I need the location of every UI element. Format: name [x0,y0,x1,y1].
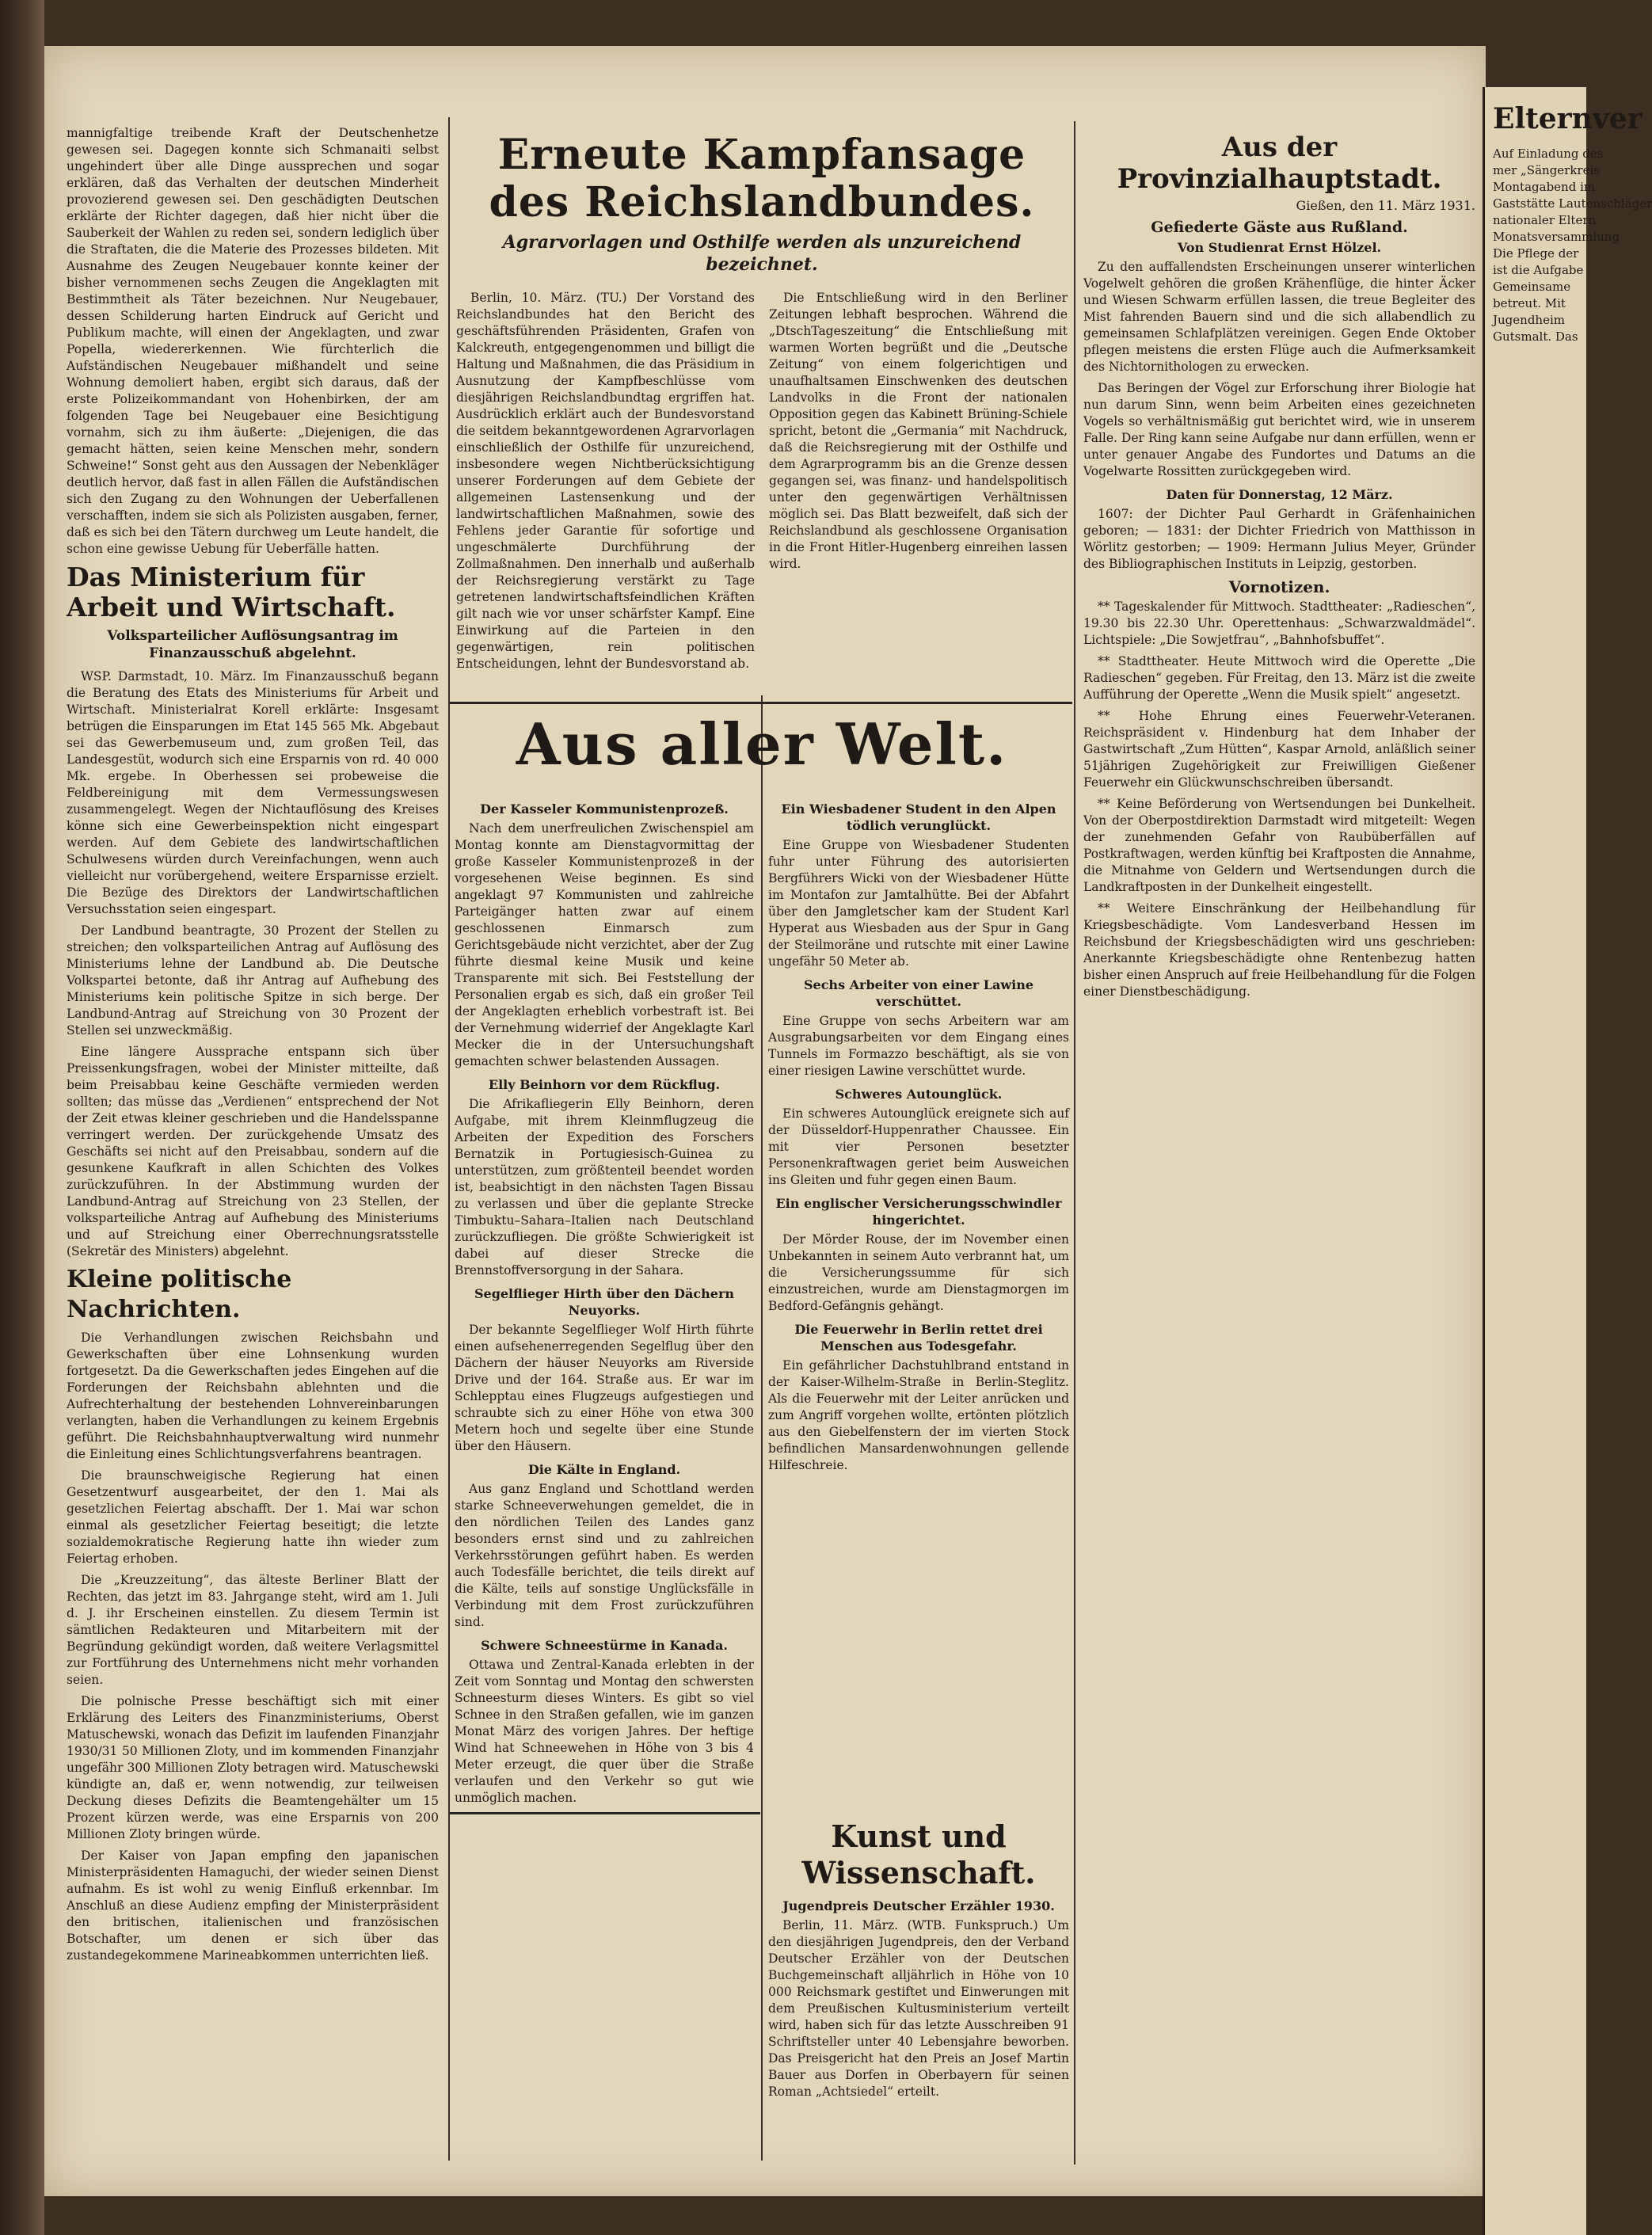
section-title: Aus aller Welt. [516,710,1008,778]
news-heading: Gefiederte Gäste aus Rußland. [1151,219,1408,236]
news-text: Zu den auffallendsten Erscheinungen unserer winterlichen Vogelwelt gehören die großen Krähenflüge, die hinter Äcker und Wiesen Schwarm erfüllen lassen, die treue Begleiter des Mist fahrenden Bauern sind und die sich allabendlich zu gemeinsamen Schlafplätzen vereinigen. Gegen Ende Oktober pflegen meistens die ersten Flüge auch die Aufmerksamkeit des Nichtornithologen zu erwecken. [1083,260,1475,374]
adjacent-text-line: betreut. Mit [1493,296,1566,310]
article-heading: Das Ministerium für Arbeit und Wirtschaft. [67,562,396,623]
news-heading: Die Feuerwehr in Berlin rettet drei Menschen aus Todesgefahr. [794,1322,1043,1354]
adjacent-text-line: mer „Sängerkreis [1493,163,1600,177]
article-text: Die „Kreuzzeitung“, das älteste Berliner Blatt der Rechten, das jetzt im 83. Jahrgange steht, wird am 1. Juli d. J. ihr Erscheinen einstellen. Zu diesem Termin ist sämtlichen Redakteuren und Mitarbeitern mit der Begründung gekündigt worden, daß weitere Verlagsmittel zur Fortführung des Unternehmens nicht mehr vorhanden seien. [67,1573,439,1687]
article-title: Erneute Kampfansage des Reichslandbundes. [489,131,1035,227]
article-text: Die Entschließung wird in den Berliner Zeitungen lebhaft besprochen. Während die „DtschTageszeitung“ die Entschließung mit warmen Worten begrüßt und die „Deutsche Zeitung“ von einem folgerichtigen und unaufhaltsamen Einschwenken des deutschen Landvolks in die Front der nationalen Opposition gegen das Kabinett Brüning-Schiele spricht, betont die „Germania“ mit Nachdruck, daß die Reichsregierung mit der Osthilfe und dem Agrarprogramm bis an die Grenze dessen gegangen sei, was finanz- und handelspolitisch unter den gegenwärtigen Verhältnissen möglich sei. Das Blatt bezweifelt, daß sich der Reichslandbund als geschlossene Organisation in die Front Hitler-Hugenberg einreihen lassen wird. [769,291,1068,571]
news-heading: Schweres Autounglück. [835,1087,1003,1102]
section-title: Kunst und Wissenschaft. [801,1818,1036,1890]
article-text: WSP. Darmstadt, 10. März. Im Finanzausschuß begann die Beratung des Etats des Ministeriums für Arbeit und Wirtschaft. Ministerialrat Korell erklärte: Insgesamt betrügen die Einsparungen im Etat 145 565 Mk. Abgebaut sei das Gewerbemuseum und, zum großen Teil, das Landesgestüt, wodurch sich eine Ersparnis von rd. 40 000 Mk. ergebe. In Oberhessen sei probeweise die Feldbereinigung mit dem Vermessungswesen zusammengelegt. Wegen der Nichtauflösung des Kreises könne sich eine Gewerbeinspektion nicht eingespart werden. Auf dem Gebiete des landwirtschaftlichen Schulwesens würden durch Vereinfachungen, wenn auch vielleicht nur vorübergehend, weitere Ersparnisse erzielt. Die Bezüge des Direktors der Landwirtschaftlichen Versuchsstation seien eingespart. [67,669,439,916]
column-rule [1074,121,1075,2165]
news-heading: Daten für Donnerstag, 12 März. [1166,487,1393,502]
news-text: Das Beringen der Vögel zur Erforschung ihrer Biologie hat nun darum Sinn, wenn beim Arbeiten eines gezeichneten Vogels so verhältnismäßig gut berichtet wird, wie in unserem Falle. Der Ring kann seine Aufgabe nur dann erfüllen, wenn er unter genauer Angabe des Fundortes und Datums an die Vogelwarte Rossitten zurückgegeben wird. [1083,381,1475,478]
adjacent-page-edge [1483,87,1652,2235]
column-rule [448,117,450,2161]
article-text: Die polnische Presse beschäftigt sich mit einer Erklärung des Leiters des Finanzministeriums, Oberst Matuschewski, wonach das Defizit im laufenden Finanzjahr 1930/31 50 Millionen Zloty, und im kommenden Finanzjahr ungefähr 300 Millionen Zloty betragen wird. Matuschewski kündigte an, daß er, wenn notwendig, zur teilweisen Deckung dieses Defizits die Beamtengehälter um 15 Prozent kürzen werde, was eine Ersparnis von 200 Millionen Zloty bringen würde. [67,1694,439,1841]
news-text: ** Stadttheater. Heute Mittwoch wird die Operette „Die Radieschen“ gegeben. Für Freitag, den 13. März ist die zweite Aufführung der Operette „Wenn die Musik spielt“ angesetzt. [1083,654,1475,702]
newspaper-page [44,46,1486,2196]
article-text: Eine längere Aussprache entspann sich über Preissenkungsfragen, wobei der Minister mitteilte, daß beim Preisabbau keine Geschäfte vermieden werden sollten; das müsse das „Verdienen“ entsprechend der Not der Zeit etwas kleiner geschrieben und die Handelsspanne verringert werden. Der zurückgehende Umsatz des Geschäfts sei nicht auf den Preisabbau, sondern auf die gesunkene Kaufkraft in allen Schichten des Volkes zurückzuführen. In der Abstimmung wurden der Landbund-Antrag auf Streichung von 23 Stellen, der volksparteiliche Antrag auf Aufhebung des Ministeriums und auf Streichung einer Oberrechnungsratsstelle (Sekretär des Ministers) abgelehnt. [67,1045,439,1258]
news-heading: Schwere Schneestürme in Kanada. [481,1638,728,1653]
adjacent-text-line: nationaler Eltern [1493,213,1597,227]
article-text: Berlin, 10. März. (TU.) Der Vorstand des Reichslandbundes hat den Bericht des geschäftsführenden Präsidenten, Grafen von Kalckreuth, entgegengenommen und billigt die Haltung und Maßnahmen, die das Präsidium in Ausnutzung der Kampfbeschlüsse vom diesjährigen Reichslandbundtag ergriffen hat. Ausdrücklich erklärt auch der Bundesvorstand die seitdem bekanntgewordenen Agrarvorlagen einschließlich der Osthilfe für unzureichend, insbesondere wegen Nichtberücksichtigung unserer Forderungen auf dem Gebiete der allgemeinen Lastensenkung und der landwirtschaftlichen Maßnahmen, sowie des Fehlens jeder Garantie für sofortige und ungeschmälerte Durchführung der Zollmaßnahmen. Den innerhalb und außerhalb der Reichsregierung verstärkt zu Tage getretenen landwirtschaftsfeindlichen Kräften gilt nach wie vor unser schärfster Kampf. Eine Einwirkung auf die Parteien in den gegenwärtigen, rein politischen Entscheidungen, lehnt der Bundesvorstand ab. [456,291,755,671]
news-text: ** Weitere Einschränkung der Heilbehandlung für Kriegsbeschädigte. Vom Landesverband Hessen im Reichsbund der Kriegsbeschädigten wird uns geschrieben: Anerkannte Kriegsbeschädigte ohne Rentenbezug hatten bisher einen Anspruch auf freie Heilbehandlung für die Folgen einer Dienstbeschädigung. [1083,901,1475,999]
news-text: ** Hohe Ehrung eines Feuerwehr-Veteranen. Reichspräsident v. Hindenburg hat dem Inhaber der Gastwirtschaft „Zum Hütten“, Kaspar Arnold, anläßlich seiner 51jährigen Zugehörigkeit zur Freiwilligen Gießener Feuerwehr ein Glückwunschschreiben übersandt. [1083,709,1475,790]
local-news-column [1083,131,1475,2163]
news-heading: Sechs Arbeiter von einer Lawine verschüttet. [803,977,1034,1009]
adjacent-text-line: Monatsversammlung [1493,230,1620,244]
adjacent-text-line: Jugendheim [1493,313,1565,327]
news-text: Ein gefährlicher Dachstuhlbrand entstand in der Kaiser-Wilhelm-Straße in Berlin-Steglitz. Als die Feuerwehr mit der Leiter anrücken und zum Angriff vorgehen wollte, ertönten plötzlich aus den Giebelfenstern der im vierten Stock befindlichen Mansardenwohnungen gellende Hilfeschreie. [768,1358,1069,1472]
article-text: Die Verhandlungen zwischen Reichsbahn und Gewerkschaften über eine Lohnsenkung wurden fortgesetzt. Da die Gewerkschaften jedes Eingehen auf die Forderungen der Reichsbahn ablehnten und die Aufrechterhaltung der bestehenden Lohnvereinbarungen verlangten, haben die Verhandlungen zu keinem Ergebnis geführt. Die Reichsbahnhauptverwaltung wird nunmehr die Einleitung eines Schlichtungsverfahrens beantragen. [67,1331,439,1461]
news-text: ** Keine Beförderung von Wertsendungen bei Dunkelheit. Von der Oberpostdirektion Darmstadt wird mitgeteilt: Wegen der zunehmenden Gefahr von Raubüberfällen auf Postkraftwagen, werden künftig bei Kraftposten die Annahme, die Mitnahme von Geldern und Wertsendungen durch die Landkraftposten in der Dunkelheit eingestellt. [1083,797,1475,894]
adjacent-text-line: Gaststätte Lautenschläger [1493,196,1652,211]
news-text: Der bekannte Segelflieger Wolf Hirth führte einen aufsehenerregenden Segelflug über den Dächern der häuser Neuyorks am Riverside Drive und der 164. Straße aus. Er war im Schlepptau eines Flugzeugs aufgestiegen und schraubte sich zu einer Höhe von etwa 300 Metern hoch und segelte über eine Stunde über den Häusern. [455,1323,754,1453]
dateline: Gießen, den 11. März 1931. [1296,198,1475,213]
adjacent-text-line: Gutsmalt. Das [1493,329,1578,344]
news-text: Eine Gruppe von sechs Arbeitern war am Ausgrabungsarbeiten vor dem Eingang eines Tunnels im Formazzo beschäftigt, als sie von einer riesigen Lawine verschüttet wurde. [768,1014,1069,1078]
news-text: Berlin, 11. März. (WTB. Funkspruch.) Um den diesjährigen Jugendpreis, den der Verband Deutscher Erzähler von der Deutschen Buchgemeinschaft alljährlich in Höhe von 10 000 Reichsmark gestiftet und Einwerungen mit dem Preußischen Kultusministerium verteilt wird, haben sich für das letzte Ausschreiben 91 Schriftsteller unter 40 Lebensjahre beworben. Das Preisgericht hat den Preis an Josef Martin Bauer aus Dorfen in Oberbayern für seinen Roman „Achtsiedel“ erteilt. [768,1918,1069,2099]
adjacent-text-line: Die Pflege der [1493,246,1579,261]
article-text: Die braunschweigische Regierung hat einen Gesetzentwurf ausgearbeitet, der den 1. Mai als gesetzlichen Feiertag abschafft. Der 1. Mai war schon einmal als gesetzlicher Feiertag beseitigt; die letzte sozialdemokratische Regierung hatte ihn wieder zum Feiertag erhoben. [67,1468,439,1566]
world-news-header [456,711,1068,790]
news-heading: Elly Beinhorn vor dem Rückflug. [488,1077,721,1092]
news-text: 1607: der Dichter Paul Gerhardt in Gräfenhainichen geboren; — 1831: der Dichter Friedrich von Matthisson in Wörlitz gestorben; — 1909: Hermann Julius Meyer, Gründer des Bibliographischen Instituts in Leipzig, gestorben. [1083,507,1475,571]
adjacent-text-line: Auf Einladung des [1493,147,1604,161]
article-subtitle: Agrarvorlagen und Osthilfe werden als unzureichend bezeichnet. [502,232,1022,275]
arts-section [768,1818,1069,2159]
news-text: ** Tageskalender für Mittwoch. Stadttheater: „Radieschen“, 19.30 bis 22.30 Uhr. Operettenhaus: „Schwarzwaldmädel“. Lichtspiele: „Die Sowjetfrau“, „Bahnhofsbuffet“. [1083,600,1475,647]
section-rule [450,702,1072,704]
news-text: Ein schweres Autounglück ereignete sich auf der Düsseldorf-Huppenrather Chaussee. Ein mit vier Personen besetzter Personenkraftwagen geriet beim Ausweichen ins Gleiten und fuhr gegen einen Baum. [768,1106,1069,1187]
news-heading: Die Kälte in England. [527,1462,681,1477]
article-text: Der Kaiser von Japan empfing den japanischen Ministerpräsidenten Hamaguchi, der wieder seinen Dienst aufnahm. Es ist wohl zu wenig Einfluß erkennbar. Im Anschluß an diese Audienz empfing der Ministerpräsident den britischen, italienischen und französischen Botschafter, um denen er sich über das zustandegekommene Marineabkommen unterrichten ließ. [67,1849,439,1963]
news-text: Eine Gruppe von Wiesbadener Studenten fuhr unter Führung des autorisierten Bergführers Wicki von der Wiesbadener Hütte im Montafon zur Jamtalhütte. Bei der Abfahrt über den Jamgletscher kam der Student Karl Hyperat aus Wiesbaden aus der Spur in Gang der Steilmoräne und rutschte mit einer Lawine ungefähr 50 Meter ab. [768,838,1069,969]
news-heading: Jugendpreis Deutscher Erzähler 1930. [782,1898,1055,1913]
section-title: Aus der Provinzialhauptstadt. [1117,131,1442,195]
article-subheading: Volksparteilicher Auflösungsantrag im Finanzausschuß abgelehnt. [107,628,398,661]
adjacent-text-line: Gemeinsame [1493,280,1571,294]
news-heading: Ein Wiesbadener Student in den Alpen tödlich verunglückt. [781,801,1056,833]
world-news-column-2 [768,794,1069,1808]
news-text: Nach dem unerfreulichen Zwischenspiel am Montag konnte am Dienstagvormittag der große Kasseler Kommunistenprozeß in der vorgesehenen Weise beginnen. Es sind angeklagt 97 Kommunisten und zahlreiche Parteigänger hatten zwar auf einem geschlossenen Einmarsch zum Gerichtsgebäude nicht verzichtet, aber der Zug führte diesmal keine Musik und keine Transparente mit sich. Bei Feststellung der Personalien ergab es sich, daß ein großer Teil der Angeklagten erheblich vorbestraft ist. Bei der Vernehmung widerrief der Angeklagte Karl Mecker die in der Untersuchungshaft gemachten schwer belastenden Aussagen. [455,821,754,1068]
news-text: Der Mörder Rouse, der im November einen Unbekannten in seinem Auto verbrannt hat, um die Versicherungssumme für sich einzustreichen, wurde am Dienstagmorgen im Bedford-Gefängnis gehängt. [768,1232,1069,1313]
news-text: Aus ganz England und Schottland werden starke Schneeverwehungen gemeldet, die in den nördlichen Teilen des Landes ganz besonders ernst sind und zu zahlreichen Verkehrsstörungen geführt haben. Es werden auch Todesfälle berichtet, die teils direkt auf die Kälte, teils auf sonstige Unglücksfälle in Verbindung mit dem Frost zurückzuführen sind. [455,1482,754,1629]
news-heading: Ein englischer Versicherungsschwindler hingerichtet. [775,1196,1062,1228]
news-heading: Vornotizen. [1228,577,1330,596]
article-heading: Kleine politische Nachrichten. [67,1266,292,1323]
adjacent-text-line: Montagabend im [1493,180,1596,194]
adjacent-text-line: ist die Aufgabe [1493,263,1584,277]
news-text: Ottawa und Zentral-Kanada erlebten in der Zeit vom Sonntag und Montag den schwersten Schneesturm dieses Winters. Es gibt so viel Schnee in den Straßen gefallen, wie im ganzen Monat März des vorigen Jahres. Der heftige Wind hat Schneewehen in Höhe von 3 bis 4 Meter erzeugt, die quer über die Straße verlaufen und den Verkehr so gut wie unmöglich machen. [455,1658,754,1805]
article-text: Der Landbund beantragte, 30 Prozent der Stellen zu streichen; den volksparteilichen Antrag auf Auflösung des Ministeriums lehne der Landbund ab. Die Deutsche Volkspartei betonte, daß ihr Antrag auf Aufhebung des Ministeriums kein politische Spitze in sich berge. Der Landbund-Antrag auf Streichung von 30 Prozent der Stellen sei unzweckmäßig. [67,923,439,1038]
book-binding [0,0,44,2235]
byline: Von Studienrat Ernst Hölzel. [1177,240,1382,255]
main-article [456,131,1068,698]
news-text: Die Afrikafliegerin Elly Beinhorn, deren Aufgabe, mit ihrem Kleinmflugzeug die Arbeiten der Expedition des Forschers Bernatzik in Portugiesisch-Guinea zu unterstützen, zum größtenteil beendet worden ist, beabsichtigt in den nächsten Tagen Bissau zu verlassen und über die geplante Strecke Timbuktu–Sahara–Italien nach Deutschland zurückzufliegen. Die größte Schwierigkeit ist dabei auf dieser Strecke die Brennstoffversorgung in der Sahara. [455,1097,754,1277]
news-heading: Segelflieger Hirth über den Dächern Neuyorks. [474,1286,735,1318]
news-heading: Der Kasseler Kommunistenprozeß. [480,801,729,817]
adjacent-title: Elternver [1493,102,1642,135]
world-news-column-1 [455,794,754,2161]
article-text: mannigfaltige treibende Kraft der Deutschenhetze gewesen sei. Dagegen konnte sich Schmanaiti selbst ungehindert über alle Dinge aussprechen und sogar erklären, daß das Verhalten der deutschen Minderheit provozierend gewesen sei. Den geschädigten Deutschen erklärte der Richter dagegen, daß hier nicht über die Sauberkeit der Wahlen zu reden sei, sondern lediglich über die Straftaten, die die Materie des Prozesses bildeten. Mit Ausnahme des Zeugen Neugebauer konnte keiner der bisher vernommenen sechs Zeugen die Angeklagten mit Bestimmtheit als Täter bezeichnen. Nur Neugebauer, dessen Schilderung harten Eindruck auf Gericht und Publikum machte, will einen der Angeklagten, und zwar Popella, wiedererkennen. Wie fürchterlich die Aufständischen Neugebauer mißhandelt und seine Wohnung demoliert haben, ergibt sich daraus, daß der erste Polizeikommandant von Hohenbirken, der am folgenden Tage bei Neugebauer eine Besichtigung vornahm, sich zu ihm äußerte: „Diejenigen, die das gemacht hätten, seien keine Menschen mehr, sondern Schweine!“ Sonst geht aus den Aussagen der Nebenkläger deutlich hervor, daß fast in allen Fällen die Aufständischen sich den Zugang zu den Wohnungen der Ueberfallenen verschafften, indem sie sich als Polizisten ausgaben, ferner, daß es sich bei den Tätern durchweg um Leute handelt, die schon eine gewisse Uebung für Ueberfälle hatten. [67,126,439,556]
left-column [67,125,439,2165]
column-rule [761,695,763,2161]
